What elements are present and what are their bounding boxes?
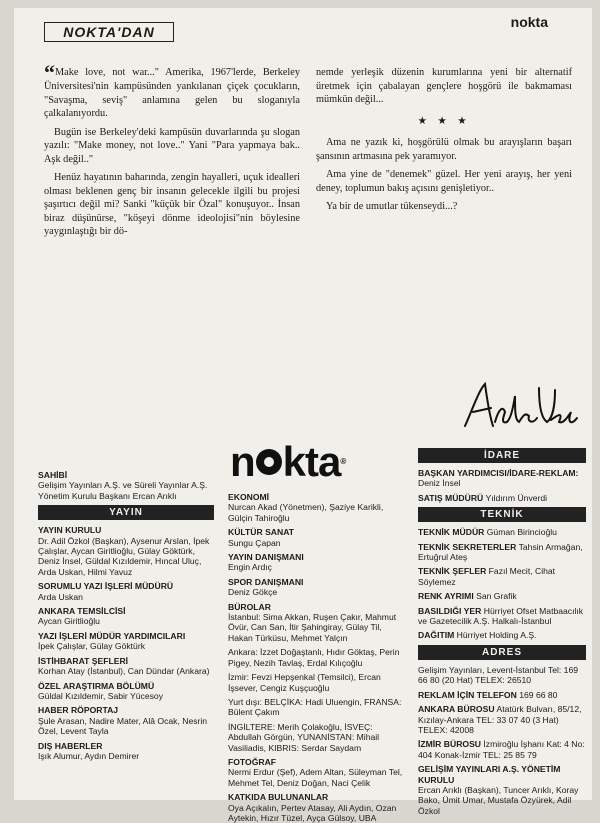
section-divider-stars: ★ ★ ★ <box>417 115 471 127</box>
credit-heading: SORUMLU YAZI İŞLERİ MÜDÜRÜ <box>38 581 174 592</box>
logo-o-icon <box>256 449 282 475</box>
credit-block <box>38 581 214 602</box>
credit-heading: İSTİHBARAT ŞEFLERİ <box>38 655 129 666</box>
masthead-column-1 <box>38 466 214 800</box>
credit-block <box>228 552 404 573</box>
credit-body: Korhan Atay (İstanbul), Can Dündar (Ankara) <box>38 666 210 677</box>
credit-block <box>418 630 586 640</box>
credit-heading: BASILDIĞI YER <box>418 605 482 616</box>
credit-body: Gelişim Yayınları A.Ş. ve Süreli Yayınlar A.Ş. Yönetim Kurulu Başkanı Ercan Arıklı <box>38 480 208 501</box>
credit-body: İNGİLTERE: Merih Çolakoğlu, İSVEÇ: Abdullah Görgün, YUNANİSTAN: Mihail Vasiliadis, KIBRIS: Serdar Saydam <box>228 721 380 753</box>
credit-block <box>418 690 586 700</box>
masthead-column-2 <box>228 488 404 823</box>
section-bar-teknik: TEKNİK <box>418 507 586 522</box>
magazine-page <box>14 8 592 823</box>
credit-body: Atatürk Bulvarı, 85/12, Kızılay-Ankara TEL: 33 07 40 (3 Hat) TELEX: 42008 <box>418 704 582 735</box>
credit-heading: BÜROLAR <box>228 601 271 612</box>
credit-block <box>228 527 404 548</box>
article-paragraph: nemde yerleşik düzenin kurumlarına yeni bir alternatif üretmek için çabalayan gençlere hoşgörü ile bakmaması mümkün değil... <box>316 67 572 105</box>
credit-block <box>38 470 214 501</box>
credit-block <box>418 527 586 537</box>
article-paragraph: Bugün ise Berkeley'deki kampüsün duvarlarında şu slogan yazılı: "Make money, not love.." Yani "Para yapmaya bak.. Aşk değil.." <box>44 126 300 165</box>
editorial-article <box>44 60 572 424</box>
credit-block <box>418 542 586 563</box>
credit-body: Güldal Kızıldemir, Sabir Yücesoy <box>38 690 163 701</box>
credit-body: Güman Birincioğlu <box>486 527 557 538</box>
credit-block <box>38 741 214 762</box>
credit-body: Fazıl Mecit, Cihat Söylemez <box>418 566 556 587</box>
credit-body: Deniz Gökçe <box>228 587 278 598</box>
masthead-column-3 <box>418 444 586 816</box>
credit-body: Engin Ardıç <box>228 562 272 573</box>
credit-body: Nermi Erdur (Şef), Adem Altan, Süleyman Tel, Mehmet Tel, Deniz Doğan, Naci Çelik <box>228 767 403 788</box>
credit-heading: DAĞITIM <box>418 630 455 641</box>
credit-block <box>38 525 214 577</box>
article-column-left <box>44 60 300 424</box>
credit-block <box>418 739 586 760</box>
credit-block <box>38 705 214 736</box>
credit-heading: RENK AYRIMI <box>418 591 474 602</box>
credit-block <box>418 591 586 601</box>
credit-body: Nurcan Akad (Yönetmen), Şaziye Karikli, Gülçin Tahiroğlu <box>228 502 384 523</box>
credit-body: Ankara: İzzet Doğaştanlı, Hıdır Göktaş, Perin Pigey, Nezih Tavlaş, Erdal Kılıçoğlu <box>228 647 400 668</box>
credit-block <box>38 681 214 702</box>
credit-body: Işık Alumur, Aydın Demirer <box>38 750 140 761</box>
credit-block <box>228 757 404 788</box>
section-bar-idare: İDARE <box>418 448 586 463</box>
credit-body: Yurt dışı: BELÇİKA: Hadi Uluengin, FRANSA: Bülent Çakım <box>228 696 402 718</box>
credit-body: Deniz İnsel <box>418 478 461 489</box>
credit-block <box>418 468 586 489</box>
credit-body: Hürriyet Ofset Matbaacılık ve Gazetecilik A.Ş. Halkalı-İstanbul <box>418 605 584 627</box>
credit-body: Oya Açıkalın, Pertev Atasay, Ali Aydın, Ozan Aytekin, Hızır Tüzel, Ayça Gülsoy, UBA <box>228 802 397 823</box>
credit-heading: HABER RÖPORTAJ <box>38 705 119 716</box>
credit-body: Gelişim Yayınları, Levent-İstanbul Tel: 169 66 80 (20 Hat) TELEX: 26510 <box>418 664 579 686</box>
credit-body: Hürriyet Holding A.Ş. <box>456 630 537 641</box>
credit-heading: İZMİR BÜROSU <box>418 739 482 750</box>
credit-block <box>228 792 404 823</box>
article-paragraph: Ama ne yazık ki, hoşgörülü olmak bu arayışların başarı şansının artmasına pek yaramıyor. <box>316 137 572 162</box>
credit-body: 169 66 80 <box>519 689 558 700</box>
credit-block <box>418 704 586 735</box>
credit-block <box>418 606 586 627</box>
credit-body: Ercan Arıklı (Başkan), Tuncer Arıklı, Koray Bako, Ümit Umar, Mustafa Özyürek, Adil Özkol <box>418 784 579 816</box>
credit-heading: SPOR DANIŞMANI <box>228 576 304 587</box>
section-bar-adres: ADRES <box>418 645 586 660</box>
credit-block <box>228 492 404 523</box>
credit-body: Sungu Çapan <box>228 537 281 548</box>
credit-heading: REKLAM İÇİN TELEFON <box>418 689 517 700</box>
brand-name: nokta <box>510 14 548 30</box>
article-paragraph: Ama yine de "denemek" güzel. Her yeni arayış, her yeni deney, toplumun bakış açısını genişletiyor.. <box>316 169 572 194</box>
credit-heading: ÖZEL ARAŞTIRMA BÖLÜMÜ <box>38 680 155 691</box>
article-paragraph: Ya bir de umutlar tükenseydi...? <box>326 201 458 212</box>
credit-block <box>38 656 214 677</box>
article-paragraph: Henüz hayatının baharında, zengin hayalleri, uçuk idealleri olması beklenen genç bir insanın gelecekle ilgili bu projesi şaşırtıcı değil mi? Sanki "küçük bir Özal" konuşuyor.. İnsan biraz düşünürse, "köşeyi dönme ideolojisi"nin böylesine yaygınlaştığı bir dö- <box>44 172 300 237</box>
credit-body: Yıldırım Ünverdi <box>485 492 548 503</box>
credit-heading: TEKNİK ŞEFLER <box>418 566 487 577</box>
credit-heading: TEKNİK MÜDÜR <box>418 527 485 538</box>
credit-heading: GELİŞİM YAYINLARI A.Ş. YÖNETİM KURULU <box>418 764 561 785</box>
credit-block <box>418 764 586 816</box>
masthead <box>38 438 586 823</box>
section-bar-yayin: YAYIN <box>38 505 214 520</box>
credit-heading: SATIŞ MÜDÜRÜ <box>418 492 484 503</box>
article-paragraph: “Make love, not war..." Amerika, 1967'lerde, Berkeley Üniversitesi'nin kampüsünden yankılanan çiçek çocukların, "Savaşma, seviş" anlamına gelen bu sloganıyla çalkalanıyordu. <box>44 60 300 119</box>
credit-body: Aycan Giritlioğlu <box>38 616 100 627</box>
credit-body: Tahsin Armağan, Ertuğrul Ateş <box>418 541 583 563</box>
credit-block <box>38 606 214 627</box>
credit-body: San Grafik <box>476 591 517 602</box>
credit-heading: YAZI İŞLERİ MÜDÜR YARDIMCILARI <box>38 630 186 641</box>
opening-quote-mark: “ <box>44 60 55 85</box>
credit-block <box>38 631 214 652</box>
credit-heading: FOTOĞRAF <box>228 756 277 767</box>
article-column-right <box>316 66 572 424</box>
credit-body: Dr. Adil Özkol (Başkan), Aysenur Arslan, İpek Çalışlar, Aycan Giritlioğlu, Gülay Göktürk, Deniz İnsel, Güldal Kızıldemir, Hıncal Uluç, Arda Uskan, Hilmi Yavuz <box>38 535 210 577</box>
credit-body: İstanbul: Sima Akkan, Ruşen Çakır, Mahmut Övür, Can San, İtir Şahingiray, Gülay Til, Hakan Türküsu, Mehmet Yalçın <box>228 612 397 643</box>
credit-block <box>228 577 404 598</box>
credit-block <box>228 602 404 644</box>
credit-block <box>418 566 586 587</box>
credit-heading: ANKARA TEMSİLCİSİ <box>38 606 126 617</box>
nokta-logo: n kta® <box>230 438 346 485</box>
page-header <box>14 8 592 40</box>
credit-body: İpek Çalışlar, Gülay Göktürk <box>38 641 145 652</box>
credit-heading: SAHİBİ <box>38 470 68 480</box>
credit-body: Şule Arasan, Nadire Mater, Alâ Ocak, Nesrin Özel, Levent Tayla <box>38 715 208 737</box>
credit-heading: TEKNİK SEKRETERLER <box>418 541 517 552</box>
credit-heading: DIŞ HABERLER <box>38 740 103 751</box>
credit-heading: KATKIDA BULUNANLAR <box>228 792 329 803</box>
author-signature <box>459 378 579 433</box>
credit-heading: KÜLTÜR SANAT <box>228 527 295 538</box>
credit-heading: BAŞKAN YARDIMCISI/İDARE-REKLAM: <box>418 468 579 478</box>
credit-heading: YAYIN DANIŞMANI <box>228 552 304 563</box>
credit-block <box>418 493 586 503</box>
section-title: NOKTA'DAN <box>44 22 174 42</box>
credit-body: Arda Uskan <box>38 591 83 602</box>
credit-heading: EKONOMİ <box>228 492 270 502</box>
credit-heading: YAYIN KURULU <box>38 525 102 536</box>
credit-body: İzmir: Fevzi Hepşenkal (Temsilci), Ercan İşsever, Cengiz Kuşçuoğlu <box>228 672 381 693</box>
credit-heading: ANKARA BÜROSU <box>418 704 495 715</box>
credit-body: İzmiroğlu İşhanı Kat: 4 No: 404 Konak-İzmir TEL: 25 85 79 <box>418 739 585 760</box>
